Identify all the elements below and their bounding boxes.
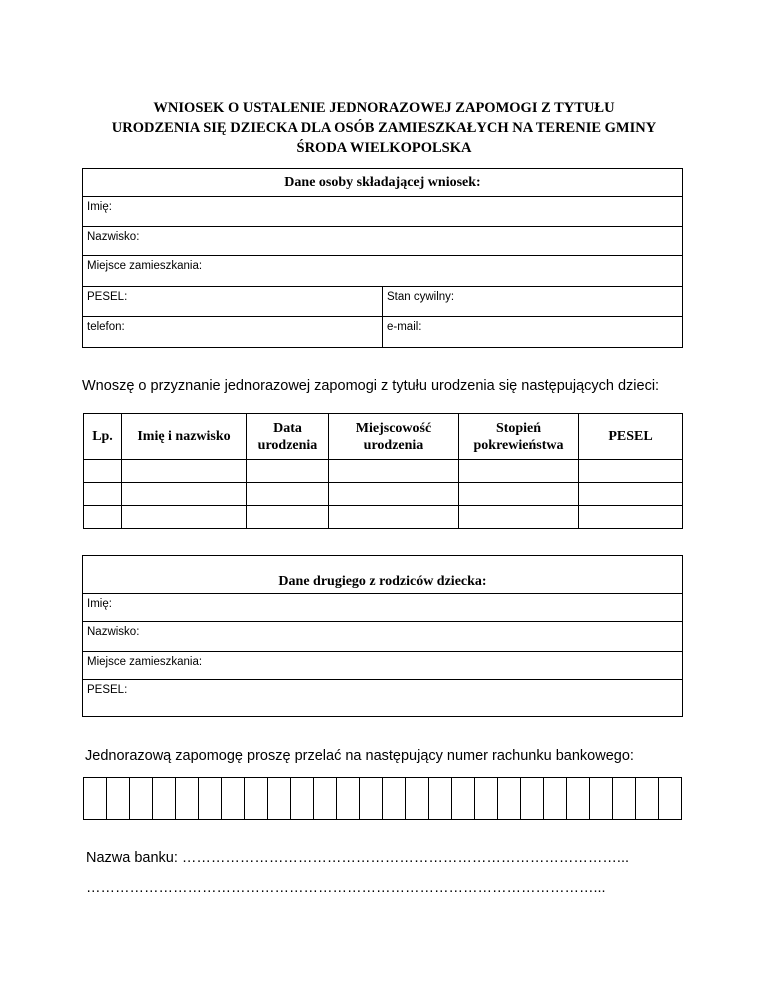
account-digit-box[interactable] <box>406 778 429 820</box>
table-cell[interactable] <box>84 460 122 483</box>
account-digit-box[interactable] <box>130 778 153 820</box>
table-cell[interactable] <box>329 506 459 529</box>
table-cell[interactable] <box>579 506 683 529</box>
table-cell[interactable] <box>459 460 579 483</box>
applicant-data-table <box>82 168 683 348</box>
account-digit-box[interactable] <box>613 778 636 820</box>
table-cell[interactable] <box>329 460 459 483</box>
table-cell[interactable] <box>459 483 579 506</box>
second-parent-table <box>82 555 683 717</box>
applicant-first-name-field[interactable]: Imię: <box>83 197 683 227</box>
account-digit-box[interactable] <box>498 778 521 820</box>
account-digit-box[interactable] <box>84 778 107 820</box>
title-line-3: ŚRODA WIELKOPOLSKA <box>296 140 472 156</box>
applicant-email-field[interactable]: e-mail: <box>383 317 683 348</box>
account-digit-box[interactable] <box>222 778 245 820</box>
account-number-row <box>84 778 682 820</box>
table-cell[interactable] <box>459 506 579 529</box>
table-cell[interactable] <box>579 483 683 506</box>
account-digit-box[interactable] <box>383 778 406 820</box>
transfer-text: Jednorazową zapomogę proszę przelać na następujący numer rachunku bankowego: <box>85 748 634 764</box>
account-digit-box[interactable] <box>199 778 222 820</box>
column-header: Imię i nazwisko <box>122 414 247 460</box>
column-header: Miejscowość urodzenia <box>329 414 459 460</box>
account-digit-box[interactable] <box>291 778 314 820</box>
table-cell[interactable] <box>247 506 329 529</box>
second-parent-header: Dane drugiego z rodziców dziecka: <box>83 556 683 594</box>
table-cell[interactable] <box>122 460 247 483</box>
account-digit-box[interactable] <box>590 778 613 820</box>
second-parent-last-name-field[interactable]: Nazwisko: <box>83 622 683 652</box>
account-digit-box[interactable] <box>521 778 544 820</box>
table-cell[interactable] <box>84 483 122 506</box>
account-digit-box[interactable] <box>153 778 176 820</box>
applicant-marital-status-field[interactable]: Stan cywilny: <box>383 287 683 317</box>
applicant-pesel-field[interactable]: PESEL: <box>83 287 383 317</box>
column-header: PESEL <box>579 414 683 460</box>
account-digit-box[interactable] <box>268 778 291 820</box>
account-digit-box[interactable] <box>475 778 498 820</box>
account-digit-box[interactable] <box>107 778 130 820</box>
table-row <box>84 506 683 529</box>
table-cell[interactable] <box>122 483 247 506</box>
account-digit-box[interactable] <box>314 778 337 820</box>
request-text: Wnoszę o przyznanie jednorazowej zapomogi z tytułu urodzenia się następujących dzieci: <box>82 378 660 394</box>
account-digit-box[interactable] <box>452 778 475 820</box>
table-cell[interactable] <box>247 460 329 483</box>
account-digit-box[interactable] <box>659 778 682 820</box>
account-digit-box[interactable] <box>176 778 199 820</box>
table-row <box>84 483 683 506</box>
title-line-2: URODZENIA SIĘ DZIECKA DLA OSÓB ZAMIESZKAŁYCH NA TERENIE GMINY <box>111 120 657 136</box>
account-digit-box[interactable] <box>567 778 590 820</box>
applicant-residence-field[interactable]: Miejsce zamieszkania: <box>83 256 683 287</box>
column-header: Lp. <box>84 414 122 460</box>
table-cell[interactable] <box>247 483 329 506</box>
table-row <box>84 460 683 483</box>
children-table <box>83 413 683 529</box>
column-header: Data urodzenia <box>247 414 329 460</box>
table-cell[interactable] <box>329 483 459 506</box>
account-digit-box[interactable] <box>360 778 383 820</box>
account-digit-box[interactable] <box>337 778 360 820</box>
applicant-last-name-field[interactable]: Nazwisko: <box>83 227 683 256</box>
applicant-phone-field[interactable]: telefon: <box>83 317 383 348</box>
children-table-header <box>84 414 683 460</box>
table-cell[interactable] <box>84 506 122 529</box>
column-header: Stopień pokrewieństwa <box>459 414 579 460</box>
second-parent-residence-field[interactable]: Miejsce zamieszkania: <box>83 652 683 680</box>
title-line-1: WNIOSEK O USTALENIE JEDNORAZOWEJ ZAPOMOGI Z TYTUŁU <box>153 100 615 116</box>
bank-name-line[interactable]: Nazwa banku: ………………………………………………………………………………... <box>86 850 629 866</box>
applicant-header: Dane osoby składającej wniosek: <box>83 169 683 197</box>
second-parent-pesel-field[interactable]: PESEL: <box>83 680 683 717</box>
bank-name-continuation-line[interactable]: ……………………………………………………………………………………………... <box>86 880 606 896</box>
account-digit-box[interactable] <box>636 778 659 820</box>
table-cell[interactable] <box>122 506 247 529</box>
document-title <box>60 98 708 158</box>
second-parent-first-name-field[interactable]: Imię: <box>83 594 683 622</box>
account-digit-box[interactable] <box>245 778 268 820</box>
account-digit-box[interactable] <box>429 778 452 820</box>
account-number-boxes <box>83 777 682 820</box>
account-digit-box[interactable] <box>544 778 567 820</box>
table-cell[interactable] <box>579 460 683 483</box>
